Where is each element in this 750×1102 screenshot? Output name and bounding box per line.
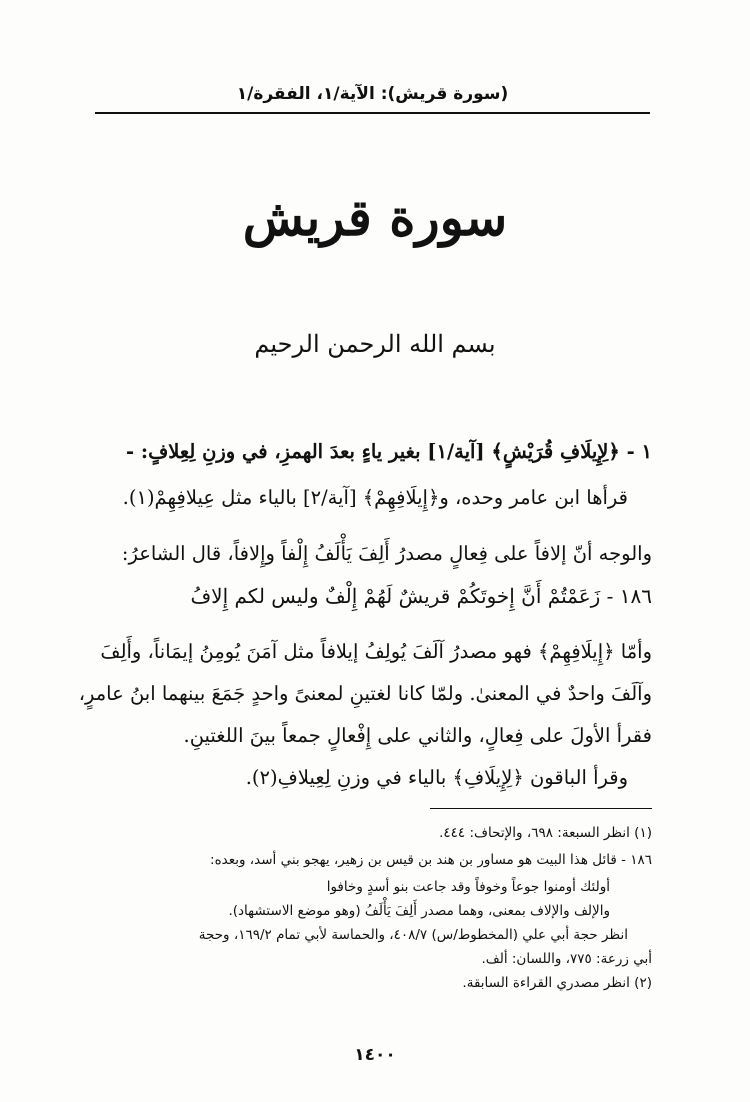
page-number: ١٤٠٠ bbox=[354, 1045, 396, 1065]
footnote-186-sources: انظر حجة أبي علي (المخطوط/س) ٤٠٨/٧، والحماسة لأبي تمام ١٦٩/٢، وحجة bbox=[198, 927, 628, 943]
basmala: بسم الله الرحمن الرحيم bbox=[254, 330, 496, 358]
header-rule bbox=[95, 112, 650, 114]
poetry-verse-line: ١٨٦ - زَعَمْتُمْ أَنَّ إِخوتَكُمْ قريشٌ لَهُمْ إِلْفٌ وليس لكم إِلافُ bbox=[190, 584, 652, 608]
verse-heading-line: ١ - ﴿لِإِيلَافِ قُرَيْشٍ﴾ [آية/١] بغير ياءٍ بعدَ الهمزِ، في وزنِ لِعِلافٍ: - bbox=[126, 440, 652, 463]
footnote-186-verse: أولئك أومنوا جوعاً وخوفاً وقد جاعت بنو أسدٍ وخافوا bbox=[326, 879, 610, 895]
footnote-rule bbox=[430, 808, 652, 809]
body-line-5: وأمّا ﴿إِيلَافِهِمْ﴾ فهو مصدرُ آلَفَ يُولِفُ إيلافاً مثل آمَنَ يُومِنُ إيمَاناً، وأَلِفَ bbox=[100, 640, 652, 663]
surah-title: سورة قريش bbox=[242, 188, 508, 247]
footnote-186-sources-cont: أبي زرعة: ٧٧٥، واللسان: ألف. bbox=[481, 951, 652, 967]
footnote-186: ١٨٦ - قائل هذا البيت هو مساور بن هند بن قيس بن زهير، يهجو بني أسد، وبعده: bbox=[210, 852, 652, 868]
running-head: (سورة قريش): الآية/١، الفقرة/١ bbox=[236, 84, 509, 104]
body-line-6: وآلَفَ واحدٌ في المعنىٰ. ولمّا كانا لغتينِ لمعنىً واحدٍ جَمَعَ بينهما ابنُ عامرٍ، bbox=[78, 682, 652, 705]
body-line-2: قرأها ابن عامر وحده، و﴿إِيلَافِهِمْ﴾ [آية/٢] بالياء مثل عِيلافِهِمْ(١). bbox=[122, 486, 628, 509]
footnote-186-explanation: والإلف والإلاف بمعنى، وهما مصدر أَلِفَ يَأْلَفُ (وهو موضع الاستشهاد). bbox=[228, 903, 610, 919]
body-line-3: والوجه أنّ إلافاً على فِعالٍ مصدرُ أَلِفَ يَأْلَفُ إِلْفاً وإِلافاً، قال الشاعرُ: bbox=[121, 542, 652, 565]
footnote-2: (٢) انظر مصدري القراءة السابقة. bbox=[462, 975, 652, 991]
body-line-8: وقرأ الباقون ﴿لِإِيلَافِ﴾ بالياء في وزنِ لِعِيلافِ(٢). bbox=[245, 766, 628, 789]
body-line-7: فقرأ الأولَ على فِعالٍ، والثاني على إِفْعالٍ جمعاً بينَ اللغتينِ. bbox=[183, 724, 652, 747]
footnote-1: (١) انظر السبعة: ٦٩٨، والإتحاف: ٤٤٤. bbox=[439, 825, 652, 841]
